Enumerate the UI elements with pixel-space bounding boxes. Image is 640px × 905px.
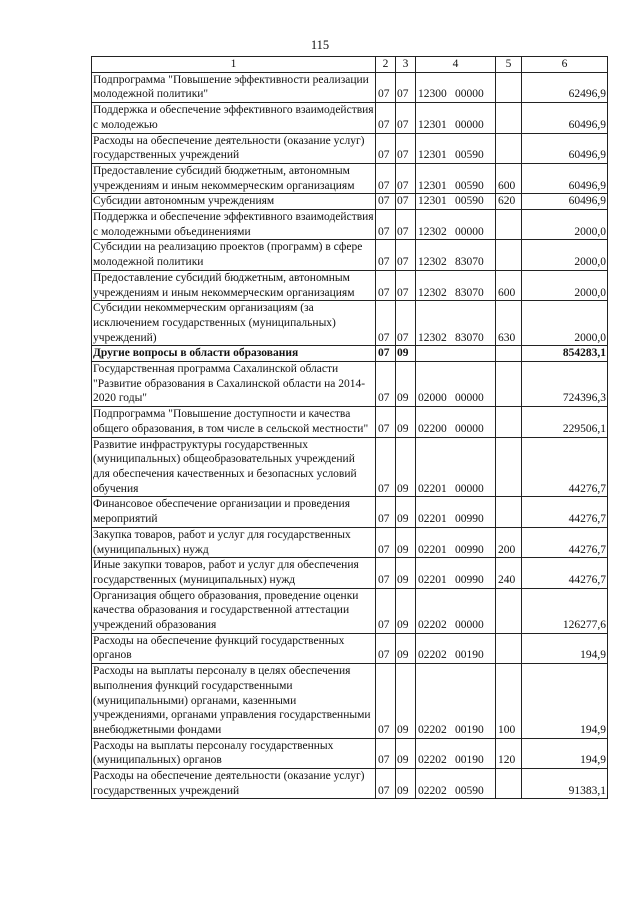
row-subsection-cell: 09 — [396, 527, 416, 557]
row-name-cell: Финансовое обеспечение организации и проведения мероприятий — [92, 497, 376, 527]
target-code-program: 02202 — [418, 649, 447, 662]
target-code-direction: 00990 — [455, 513, 484, 526]
row-target-code-cell — [416, 437, 496, 497]
row-expense-type-cell — [496, 633, 522, 663]
row-section-cell: 07 — [376, 240, 396, 270]
row-subsection-cell: 07 — [396, 210, 416, 240]
row-amount-cell: 2000,0 — [522, 301, 608, 346]
header-col-1: 1 — [92, 57, 376, 73]
row-subsection-cell: 09 — [396, 362, 416, 407]
row-target-code-cell — [416, 240, 496, 270]
table-row — [92, 133, 608, 163]
target-code-program: 12301 — [418, 149, 447, 162]
table-row — [92, 407, 608, 437]
row-subsection-cell: 07 — [396, 301, 416, 346]
row-section-cell: 07 — [376, 633, 396, 663]
target-code-direction: 83070 — [455, 286, 484, 299]
row-amount-cell: 194,9 — [522, 738, 608, 768]
row-expense-type-cell — [496, 346, 522, 362]
table-row — [92, 163, 608, 193]
target-code-program: 12301 — [418, 118, 447, 131]
row-target-code-cell — [416, 738, 496, 768]
row-target-code-cell — [416, 769, 496, 799]
target-code-direction: 00590 — [455, 195, 484, 208]
header-col-6: 6 — [522, 57, 608, 73]
row-expense-type-cell — [496, 497, 522, 527]
row-name-cell: Расходы на обеспечение деятельности (оказание услуг) государственных учреждений — [92, 769, 376, 799]
row-subsection-cell: 07 — [396, 270, 416, 300]
table-row — [92, 738, 608, 768]
row-expense-type-cell — [496, 103, 522, 133]
row-name-cell: Иные закупки товаров, работ и услуг для обеспечения государственных (муниципальных) нужд — [92, 558, 376, 588]
row-amount-cell: 60496,9 — [522, 103, 608, 133]
row-subsection-cell: 07 — [396, 240, 416, 270]
row-target-code-cell — [416, 301, 496, 346]
row-expense-type-cell: 100 — [496, 664, 522, 739]
target-code-program: 12302 — [418, 331, 447, 344]
row-target-code-cell — [416, 210, 496, 240]
target-code-program: 02201 — [418, 513, 447, 526]
row-expense-type-cell: 600 — [496, 270, 522, 300]
row-section-cell: 07 — [376, 558, 396, 588]
table-row — [92, 664, 608, 739]
row-amount-cell: 60496,9 — [522, 194, 608, 210]
row-name-cell: Предоставление субсидий бюджетным, автономным учреждениям и иным некоммерческим организациям — [92, 163, 376, 193]
row-expense-type-cell — [496, 769, 522, 799]
row-expense-type-cell — [496, 240, 522, 270]
target-code-program: 02201 — [418, 573, 447, 586]
row-amount-cell: 44276,7 — [522, 527, 608, 557]
target-code-direction: 00590 — [455, 149, 484, 162]
row-amount-cell: 44276,7 — [522, 437, 608, 497]
row-expense-type-cell — [496, 407, 522, 437]
row-subsection-cell: 09 — [396, 588, 416, 633]
row-name-cell: Предоставление субсидий бюджетным, автономным учреждениям и иным некоммерческим организациям — [92, 270, 376, 300]
row-section-cell: 07 — [376, 133, 396, 163]
row-section-cell: 07 — [376, 163, 396, 193]
row-amount-cell: 2000,0 — [522, 240, 608, 270]
row-expense-type-cell — [496, 437, 522, 497]
row-target-code-cell — [416, 133, 496, 163]
row-expense-type-cell: 620 — [496, 194, 522, 210]
row-name-cell: Расходы на выплаты персоналу государственных (муниципальных) органов — [92, 738, 376, 768]
table-row — [92, 362, 608, 407]
target-code-program: 12302 — [418, 225, 447, 238]
row-section-cell: 07 — [376, 194, 396, 210]
row-target-code-cell — [416, 558, 496, 588]
target-code-program: 02202 — [418, 754, 447, 767]
row-target-code-cell — [416, 194, 496, 210]
row-amount-cell: 62496,9 — [522, 72, 608, 102]
row-name-cell: Другие вопросы в области образования — [92, 346, 376, 362]
table-row — [92, 194, 608, 210]
row-target-code-cell — [416, 72, 496, 102]
row-target-code-cell — [416, 163, 496, 193]
row-amount-cell: 229506,1 — [522, 407, 608, 437]
target-code-direction: 00190 — [455, 723, 484, 736]
row-amount-cell: 126277,6 — [522, 588, 608, 633]
row-target-code-cell — [416, 407, 496, 437]
target-code-program: 12302 — [418, 256, 447, 269]
row-amount-cell: 194,9 — [522, 664, 608, 739]
row-amount-cell: 44276,7 — [522, 497, 608, 527]
row-name-cell: Субсидии некоммерческим организациям (за исключением государственных (муниципальных) учреждений) — [92, 301, 376, 346]
table-row — [92, 103, 608, 133]
row-target-code-cell — [416, 497, 496, 527]
row-subsection-cell: 09 — [396, 346, 416, 362]
row-subsection-cell: 07 — [396, 163, 416, 193]
target-code-direction: 00990 — [455, 573, 484, 586]
table-row — [92, 527, 608, 557]
target-code-program: 02200 — [418, 422, 447, 435]
table-row — [92, 210, 608, 240]
row-amount-cell: 194,9 — [522, 633, 608, 663]
target-code-direction: 00000 — [455, 422, 484, 435]
target-code-direction: 83070 — [455, 331, 484, 344]
row-name-cell: Субсидии автономным учреждениям — [92, 194, 376, 210]
row-subsection-cell: 09 — [396, 633, 416, 663]
row-name-cell: Закупка товаров, работ и услуг для государственных (муниципальных) нужд — [92, 527, 376, 557]
row-expense-type-cell: 240 — [496, 558, 522, 588]
target-code-program: 12301 — [418, 179, 447, 192]
target-code-program: 02202 — [418, 784, 447, 797]
row-section-cell: 07 — [376, 497, 396, 527]
row-name-cell: Расходы на обеспечение функций государственных органов — [92, 633, 376, 663]
table-row — [92, 346, 608, 362]
row-section-cell: 07 — [376, 270, 396, 300]
row-name-cell: Субсидии на реализацию проектов (программ) в сфере молодежной политики — [92, 240, 376, 270]
row-name-cell: Поддержка и обеспечение эффективного взаимодействия с молодежью — [92, 103, 376, 133]
row-target-code-cell — [416, 346, 496, 362]
header-col-5: 5 — [496, 57, 522, 73]
row-amount-cell: 2000,0 — [522, 270, 608, 300]
row-expense-type-cell — [496, 72, 522, 102]
target-code-direction: 00000 — [455, 225, 484, 238]
row-expense-type-cell: 630 — [496, 301, 522, 346]
header-col-4: 4 — [416, 57, 496, 73]
table-row — [92, 270, 608, 300]
target-code-direction: 00000 — [455, 392, 484, 405]
row-target-code-cell — [416, 588, 496, 633]
row-amount-cell: 44276,7 — [522, 558, 608, 588]
row-name-cell: Государственная программа Сахалинской области "Развитие образования в Сахалинской области на 2014-2020 годы" — [92, 362, 376, 407]
row-target-code-cell — [416, 664, 496, 739]
row-amount-cell: 91383,1 — [522, 769, 608, 799]
target-code-direction: 00190 — [455, 649, 484, 662]
table-row — [92, 588, 608, 633]
row-amount-cell: 60496,9 — [522, 133, 608, 163]
table-row — [92, 72, 608, 102]
row-name-cell: Расходы на обеспечение деятельности (оказание услуг) государственных учреждений — [92, 133, 376, 163]
row-expense-type-cell — [496, 210, 522, 240]
row-section-cell: 07 — [376, 301, 396, 346]
row-expense-type-cell — [496, 588, 522, 633]
row-subsection-cell: 07 — [396, 72, 416, 102]
row-target-code-cell — [416, 270, 496, 300]
row-section-cell: 07 — [376, 210, 396, 240]
row-subsection-cell: 07 — [396, 194, 416, 210]
table-header-row — [92, 57, 608, 73]
header-col-3: 3 — [396, 57, 416, 73]
row-target-code-cell — [416, 362, 496, 407]
row-section-cell: 07 — [376, 738, 396, 768]
row-name-cell: Подпрограмма "Повышение эффективности реализации молодежной политики" — [92, 72, 376, 102]
target-code-direction: 00590 — [455, 784, 484, 797]
row-section-cell: 07 — [376, 588, 396, 633]
target-code-direction: 00000 — [455, 482, 484, 495]
table-row — [92, 240, 608, 270]
target-code-program: 02201 — [418, 482, 447, 495]
row-subsection-cell: 09 — [396, 738, 416, 768]
row-subsection-cell: 09 — [396, 664, 416, 739]
target-code-program: 12300 — [418, 88, 447, 101]
table-row — [92, 558, 608, 588]
row-section-cell: 07 — [376, 527, 396, 557]
target-code-direction: 00000 — [455, 118, 484, 131]
row-section-cell: 07 — [376, 103, 396, 133]
target-code-program: 02000 — [418, 392, 447, 405]
row-subsection-cell: 09 — [396, 437, 416, 497]
table-row — [92, 301, 608, 346]
row-target-code-cell — [416, 103, 496, 133]
row-expense-type-cell: 600 — [496, 163, 522, 193]
row-expense-type-cell: 120 — [496, 738, 522, 768]
row-section-cell: 07 — [376, 407, 396, 437]
row-subsection-cell: 09 — [396, 497, 416, 527]
budget-table — [91, 56, 608, 799]
target-code-direction: 83070 — [455, 256, 484, 269]
row-section-cell: 07 — [376, 769, 396, 799]
target-code-direction: 00000 — [455, 619, 484, 632]
row-name-cell: Развитие инфраструктуры государственных (муниципальных) общеобразовательных учреждений для обеспечения качественных и безопасных условий обучения — [92, 437, 376, 497]
target-code-program: 12302 — [418, 286, 447, 299]
row-subsection-cell: 07 — [396, 103, 416, 133]
table-row — [92, 437, 608, 497]
table-row — [92, 769, 608, 799]
target-code-direction: 00000 — [455, 88, 484, 101]
row-name-cell: Организация общего образования, проведение оценки качества образования и государственной аттестации учреждений образования — [92, 588, 376, 633]
row-amount-cell: 854283,1 — [522, 346, 608, 362]
target-code-direction: 00590 — [455, 179, 484, 192]
row-section-cell: 07 — [376, 437, 396, 497]
header-col-2: 2 — [376, 57, 396, 73]
table-body — [92, 57, 608, 799]
target-code-program: 12301 — [418, 195, 447, 208]
target-code-direction: 00990 — [455, 543, 484, 556]
row-subsection-cell: 07 — [396, 133, 416, 163]
row-amount-cell: 60496,9 — [522, 163, 608, 193]
row-section-cell: 07 — [376, 664, 396, 739]
row-target-code-cell — [416, 527, 496, 557]
row-subsection-cell: 09 — [396, 407, 416, 437]
target-code-program: 02202 — [418, 619, 447, 632]
row-subsection-cell: 09 — [396, 558, 416, 588]
row-expense-type-cell — [496, 133, 522, 163]
table-row — [92, 497, 608, 527]
target-code-program: 02202 — [418, 723, 447, 736]
row-amount-cell: 724396,3 — [522, 362, 608, 407]
row-section-cell: 07 — [376, 362, 396, 407]
row-amount-cell: 2000,0 — [522, 210, 608, 240]
table-row — [92, 633, 608, 663]
row-section-cell: 07 — [376, 346, 396, 362]
row-name-cell: Подпрограмма "Повышение доступности и качества общего образования, в том числе в сельской местности" — [92, 407, 376, 437]
page-number: 115 — [310, 38, 330, 52]
row-expense-type-cell — [496, 362, 522, 407]
row-expense-type-cell: 200 — [496, 527, 522, 557]
row-subsection-cell: 09 — [396, 769, 416, 799]
target-code-program: 02201 — [418, 543, 447, 556]
row-name-cell: Поддержка и обеспечение эффективного взаимодействия с молодежными объединениями — [92, 210, 376, 240]
row-name-cell: Расходы на выплаты персоналу в целях обеспечения выполнения функций государственными (муниципальными) органами, казенными учреждениями, органами управления государственными внебюджетными фондами — [92, 664, 376, 739]
row-section-cell: 07 — [376, 72, 396, 102]
row-target-code-cell — [416, 633, 496, 663]
target-code-direction: 00190 — [455, 754, 484, 767]
